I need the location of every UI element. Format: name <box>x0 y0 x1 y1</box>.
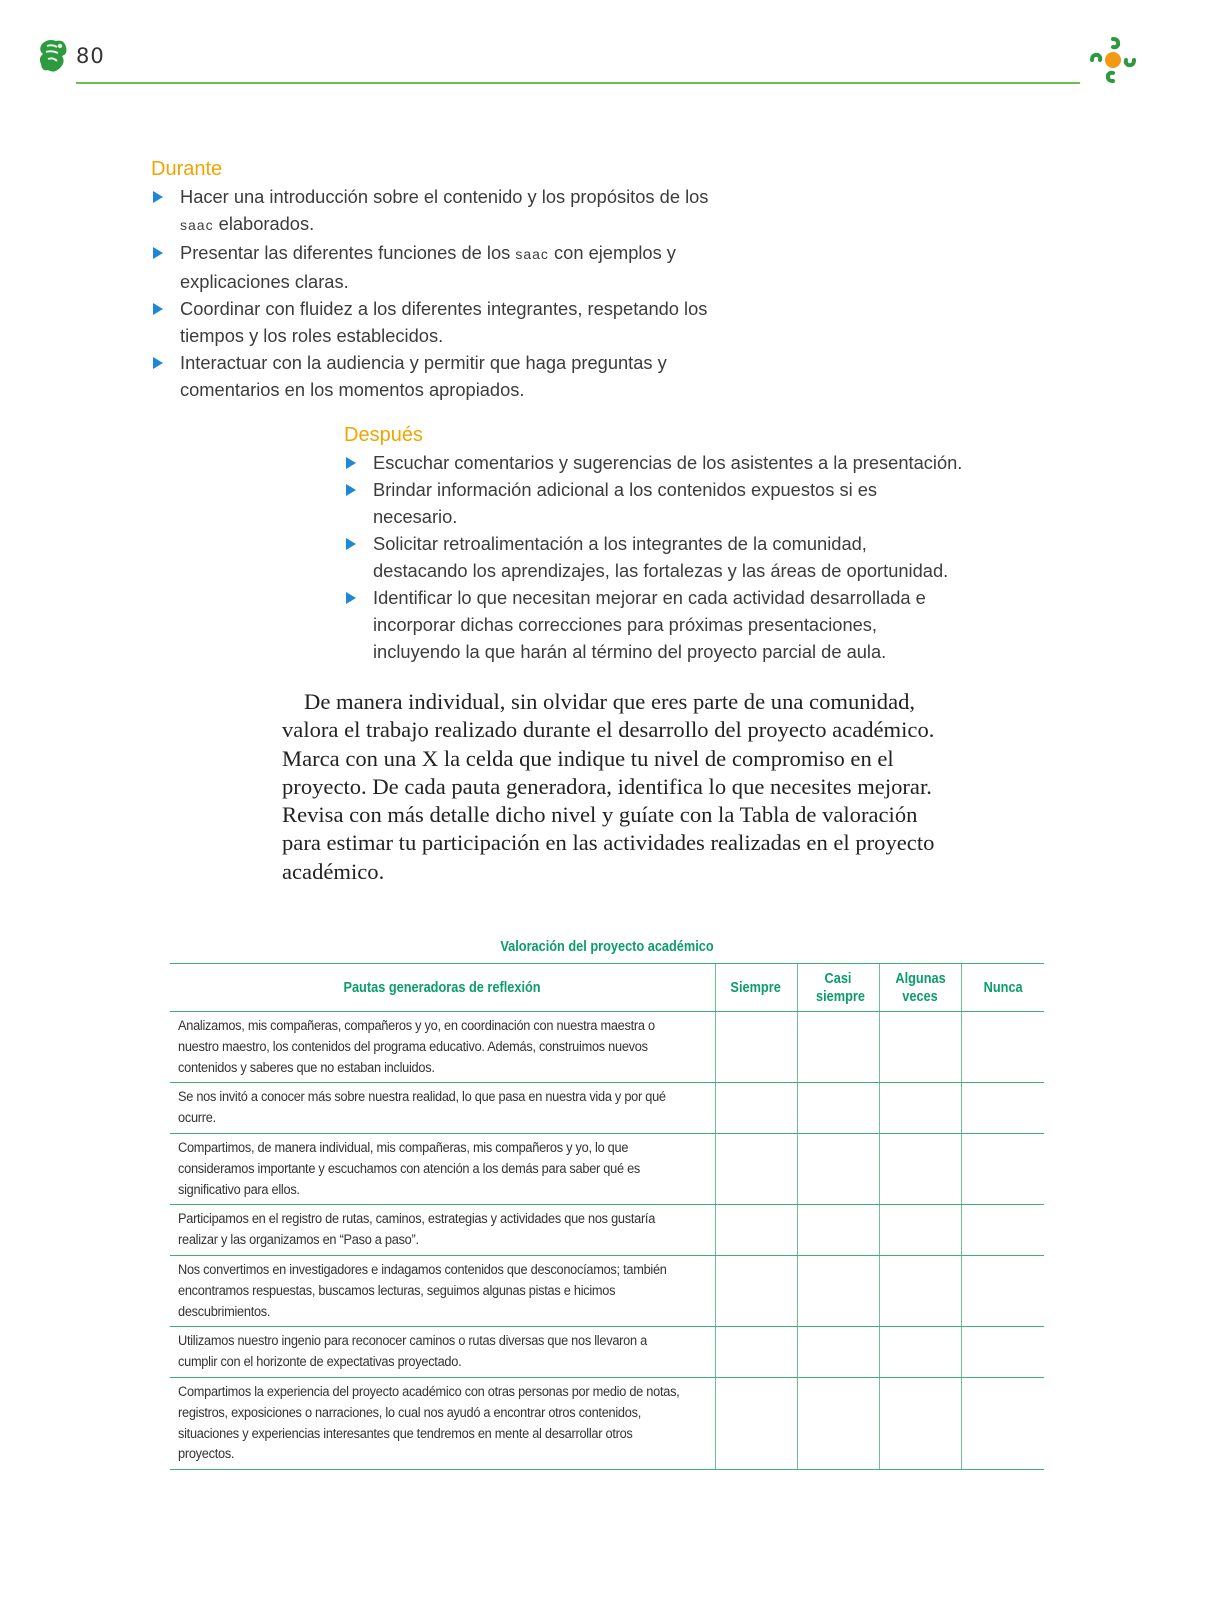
list-item: Identificar lo que necesitan mejorar en cada actividad desarrollada e incorporar dichas correcciones para próximas presentaciones, incluyendo la que harán al término del proyecto parcial de aula. <box>344 584 964 665</box>
list-item: Solicitar retroalimentación a los integrantes de la comunidad, destacando los aprendizajes, las fortalezas y las áreas de oportunidad. <box>344 530 964 584</box>
siempre-cell[interactable] <box>715 1083 797 1134</box>
bullet-triangle-icon <box>153 357 163 369</box>
nunca-cell[interactable] <box>961 1083 1044 1134</box>
bullet-triangle-icon <box>346 484 356 496</box>
siempre-cell[interactable] <box>715 1205 797 1256</box>
bullet-triangle-icon <box>346 592 356 604</box>
criterion-cell: Compartimos la experiencia del proyecto académico con otras personas por medio de notas, registros, exposiciones o narraciones, lo cual nos ayudó a encontrar otros contenidos, situaciones y experiencias interesantes que tendremos en mente al desarrollar otros proyectos. <box>170 1377 715 1469</box>
siempre-cell[interactable] <box>715 1012 797 1083</box>
list-item: Escuchar comentarios y sugerencias de los asistentes a la presentación. <box>344 449 964 476</box>
siempre-cell[interactable] <box>715 1377 797 1469</box>
table-row <box>170 1083 1044 1134</box>
siempre-cell[interactable] <box>715 1255 797 1326</box>
column-header: Pautas generadoras de reflexión <box>170 964 715 1012</box>
table-header-row <box>170 964 1044 1012</box>
table-row <box>170 1327 1044 1378</box>
algunas-veces-cell[interactable] <box>879 1012 961 1083</box>
nunca-cell[interactable] <box>961 1205 1044 1256</box>
nunca-cell[interactable] <box>961 1377 1044 1469</box>
durante-section <box>151 158 711 403</box>
nunca-cell[interactable] <box>961 1255 1044 1326</box>
list-item: Interactuar con la audiencia y permitir que haga preguntas y comentarios en los momentos apropiados. <box>151 349 711 403</box>
table-caption: Valoración del proyecto académico <box>500 938 714 955</box>
column-header: Casi siempre <box>797 964 879 1012</box>
criterion-cell: Nos convertimos en investigadores e indagamos contenidos que desconocíamos; también encontramos respuestas, buscamos lecturas, seguimos algunas pistas e hicimos descubrimientos. <box>170 1255 715 1326</box>
bullet-triangle-icon <box>346 538 356 550</box>
casi-siempre-cell[interactable] <box>797 1377 879 1469</box>
list-item: Brindar información adicional a los contenidos expuestos si es necesario. <box>344 476 964 530</box>
instruction-paragraph: De manera individual, sin olvidar que eres parte de una comunidad, valora el trabajo realizado durante el desarrollo del proyecto académico. Marca con una X la celda que indique tu nivel de compromiso en el proyecto. De cada pauta generadora, identifica lo que necesites mejorar. Revisa con más detalle dicho nivel y guíate con la Tabla de valoración para estimar tu participación en las actividades realizadas en el proyecto académico. <box>282 689 935 884</box>
algunas-veces-cell[interactable] <box>879 1133 961 1204</box>
criterion-cell: Se nos invitó a conocer más sobre nuestra realidad, lo que pasa en nuestra vida y por qué ocurre. <box>170 1083 715 1134</box>
despues-title: Después <box>344 424 423 446</box>
table-row <box>170 1012 1044 1083</box>
criterion-cell: Participamos en el registro de rutas, caminos, estrategias y actividades que nos gustaría realizar y las organizamos en “Paso a paso”. <box>170 1205 715 1256</box>
nunca-cell[interactable] <box>961 1133 1044 1204</box>
casi-siempre-cell[interactable] <box>797 1255 879 1326</box>
algunas-veces-cell[interactable] <box>879 1327 961 1378</box>
bullet-triangle-icon <box>153 247 163 259</box>
column-header: Nunca <box>961 964 1044 1012</box>
criterion-cell: Utilizamos nuestro ingenio para reconocer caminos o rutas diversas que nos llevaron a cumplir con el horizonte de expectativas proyectado. <box>170 1327 715 1378</box>
algunas-veces-cell[interactable] <box>879 1255 961 1326</box>
nunca-cell[interactable] <box>961 1012 1044 1083</box>
criterion-cell: Compartimos, de manera individual, mis compañeras, mis compañeros y yo, lo que consideramos importante y escuchamos con atención a los demás para saber qué es significativo para ellos. <box>170 1133 715 1204</box>
siempre-cell[interactable] <box>715 1327 797 1378</box>
table-row <box>170 1133 1044 1204</box>
page-number: 80 <box>76 44 105 68</box>
casi-siempre-cell[interactable] <box>797 1012 879 1083</box>
nunca-cell[interactable] <box>961 1327 1044 1378</box>
list-item: Presentar las diferentes funciones de los saac con ejemplos y explicaciones claras. <box>151 239 711 295</box>
header-rule <box>76 82 1080 84</box>
list-item: Hacer una introducción sobre el contenido y los propósitos de los saac elaborados. <box>151 183 711 239</box>
durante-title: Durante <box>151 158 223 180</box>
column-header: Algunas veces <box>879 964 961 1012</box>
despues-list <box>344 449 964 665</box>
bullet-triangle-icon <box>346 457 356 469</box>
casi-siempre-cell[interactable] <box>797 1083 879 1134</box>
bullet-triangle-icon <box>153 191 163 203</box>
table-row <box>170 1377 1044 1469</box>
valoracion-table <box>170 963 1044 1470</box>
algunas-veces-cell[interactable] <box>879 1205 961 1256</box>
algunas-veces-cell[interactable] <box>879 1377 961 1469</box>
bullet-triangle-icon <box>153 303 163 315</box>
column-header: Siempre <box>715 964 797 1012</box>
table-row <box>170 1205 1044 1256</box>
algunas-veces-cell[interactable] <box>879 1083 961 1134</box>
siempre-cell[interactable] <box>715 1133 797 1204</box>
casi-siempre-cell[interactable] <box>797 1205 879 1256</box>
durante-list <box>151 183 711 403</box>
casi-siempre-cell[interactable] <box>797 1133 879 1204</box>
criterion-cell: Analizamos, mis compañeras, compañeros y yo, en coordinación con nuestra maestra o nuestro maestro, los contenidos del programa educativo. Además, construimos nuevos contenidos y saberes que no estaban incluidos. <box>170 1012 715 1083</box>
flower-emblem-icon <box>1086 34 1140 86</box>
mesoamerican-glyph-icon <box>38 38 68 74</box>
table-row <box>170 1255 1044 1326</box>
list-item: Coordinar con fluidez a los diferentes integrantes, respetando los tiempos y los roles establecidos. <box>151 295 711 349</box>
despues-section <box>344 424 964 665</box>
casi-siempre-cell[interactable] <box>797 1327 879 1378</box>
